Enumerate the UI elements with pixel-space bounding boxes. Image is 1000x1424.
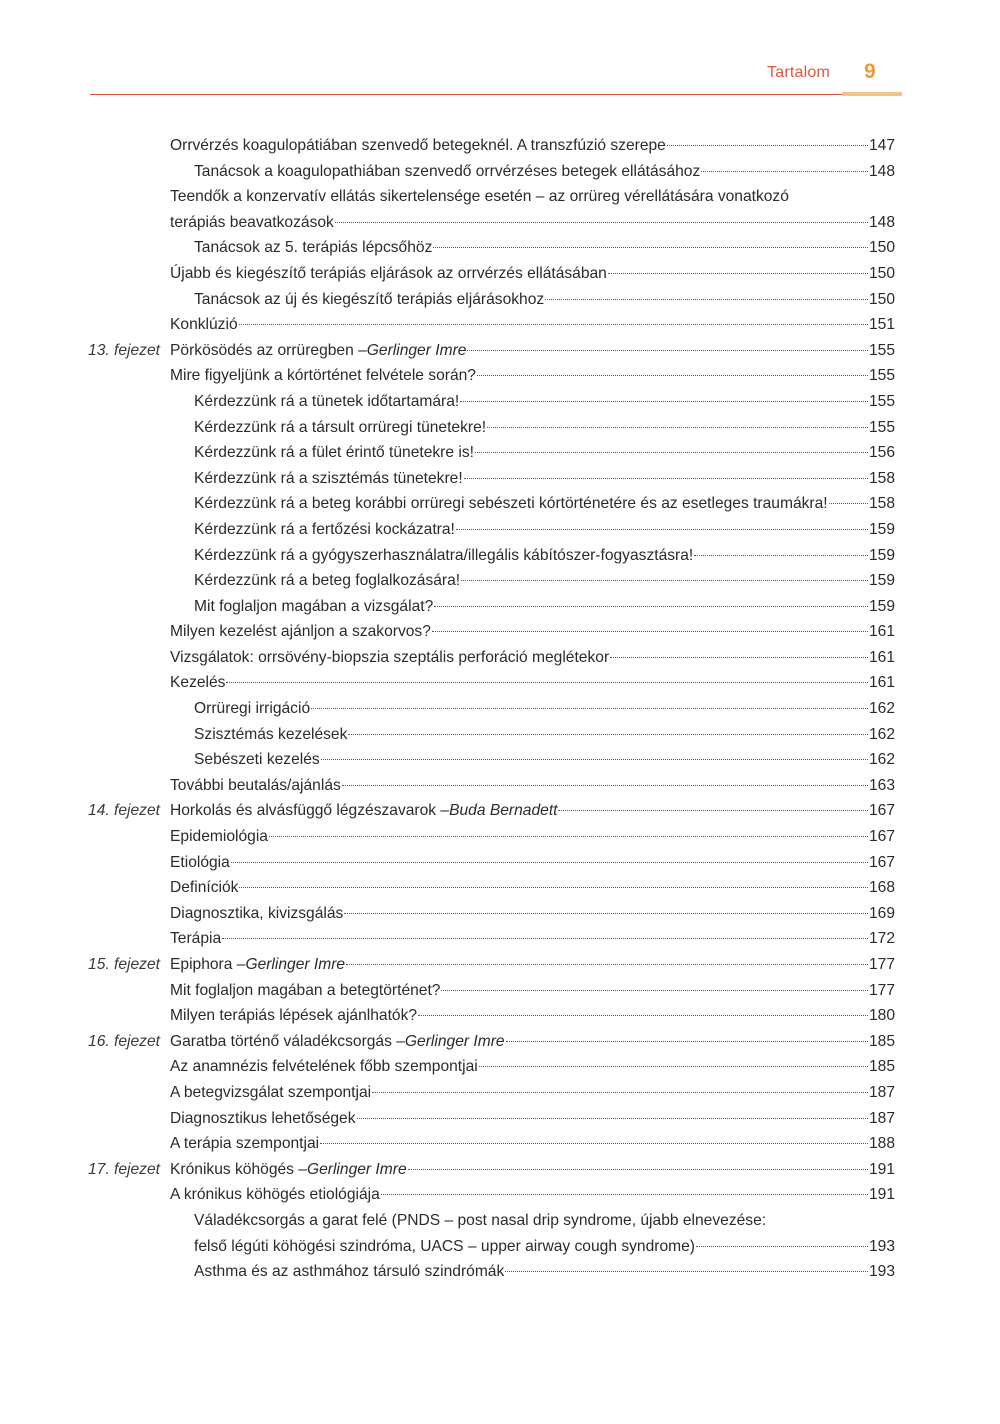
entry-page: 191 bbox=[868, 1160, 895, 1178]
entry-page: 168 bbox=[868, 879, 895, 897]
dot-leader bbox=[348, 734, 868, 735]
entry-page: 150 bbox=[868, 290, 895, 308]
entry-page: 193 bbox=[868, 1263, 895, 1281]
entry-author: Buda Bernadett bbox=[449, 802, 558, 820]
entry-title: Kezelés bbox=[170, 674, 226, 692]
toc-entry bbox=[0, 952, 1000, 978]
dot-leader bbox=[231, 862, 868, 863]
toc-entry bbox=[0, 722, 1000, 748]
entry-page: 150 bbox=[868, 239, 895, 257]
dot-leader bbox=[381, 1194, 868, 1195]
dot-leader bbox=[222, 938, 868, 939]
entry-page: 162 bbox=[868, 700, 895, 718]
dot-leader bbox=[610, 657, 868, 658]
toc-entry bbox=[0, 568, 1000, 594]
toc-entry bbox=[0, 1182, 1000, 1208]
dot-leader bbox=[467, 350, 868, 351]
entry-title: Kérdezzünk rá a tünetek időtartamára! bbox=[194, 392, 460, 410]
toc-entry bbox=[0, 1054, 1000, 1080]
entry-title: Kérdezzünk rá a fertőzési kockázatra! bbox=[194, 520, 455, 538]
entry-page: 147 bbox=[868, 137, 895, 154]
dot-leader bbox=[432, 631, 868, 632]
toc-entry bbox=[0, 850, 1000, 876]
toc-entry bbox=[0, 696, 1000, 722]
entry-page: 162 bbox=[868, 751, 895, 769]
entry-title: Orrüregi irrigáció bbox=[194, 700, 311, 718]
entry-page: 161 bbox=[868, 623, 895, 641]
entry-title: Szisztémás kezelések bbox=[194, 725, 348, 743]
toc-entry bbox=[0, 670, 1000, 696]
entry-page: 155 bbox=[868, 367, 895, 385]
entry-page: 159 bbox=[868, 597, 895, 615]
table-of-contents bbox=[0, 133, 1000, 1285]
entry-author: Gerlinger Imre bbox=[366, 341, 467, 359]
dot-leader bbox=[505, 1271, 868, 1272]
dot-leader bbox=[558, 810, 867, 811]
entry-page: 177 bbox=[868, 956, 895, 973]
toc-entry bbox=[0, 159, 1000, 185]
entry-title: Mit foglaljon magában a vizsgálat? bbox=[194, 597, 434, 615]
toc-entry bbox=[0, 875, 1000, 901]
entry-title: Horkolás és alvásfüggő légzészavarok – bbox=[170, 802, 450, 820]
entry-title: A betegvizsgálat szempontjai bbox=[170, 1083, 372, 1101]
toc-entry bbox=[0, 133, 1000, 159]
toc-entry bbox=[0, 1106, 1000, 1132]
entry-page: 187 bbox=[868, 1109, 895, 1127]
toc-entry bbox=[0, 619, 1000, 645]
toc-entry bbox=[0, 773, 1000, 799]
entry-page: 159 bbox=[868, 546, 895, 564]
entry-title-continued: felső légúti köhögési szindróma, UACS – upper airway cough syndrome) bbox=[194, 1237, 695, 1255]
dot-leader bbox=[461, 580, 868, 581]
entry-page: 185 bbox=[868, 1058, 895, 1076]
entry-title: Pörkösödés az orrüregben – bbox=[170, 341, 367, 359]
entry-page: 151 bbox=[868, 316, 895, 334]
entry-page: 158 bbox=[868, 469, 895, 487]
dot-leader bbox=[464, 478, 868, 479]
page-header bbox=[0, 0, 1000, 100]
toc-entry bbox=[0, 747, 1000, 773]
toc-entry bbox=[0, 594, 1000, 620]
dot-leader bbox=[701, 171, 868, 172]
entry-title: Epiphora – bbox=[170, 956, 246, 973]
dot-leader bbox=[269, 836, 868, 837]
entry-title: Garatba történő váladékcsorgás – bbox=[170, 1032, 405, 1050]
dot-leader bbox=[335, 222, 868, 223]
toc-entry bbox=[0, 389, 1000, 415]
entry-page: 162 bbox=[868, 725, 895, 743]
dot-leader bbox=[408, 1169, 868, 1170]
entry-title: Tanácsok az új és kiegészítő terápiás eljárásokhoz bbox=[194, 290, 545, 308]
dot-leader bbox=[829, 503, 868, 504]
dot-leader bbox=[545, 299, 868, 300]
entry-page: 193 bbox=[868, 1237, 895, 1255]
dot-leader bbox=[434, 606, 868, 607]
dot-leader bbox=[477, 375, 868, 376]
chapter-label: 17. fejezet bbox=[88, 1160, 160, 1178]
dot-leader bbox=[226, 682, 867, 683]
entry-title: A terápia szempontjai bbox=[170, 1135, 320, 1153]
dot-leader bbox=[460, 401, 868, 402]
entry-page: 155 bbox=[868, 418, 895, 436]
dot-leader bbox=[344, 913, 868, 914]
entry-title: Váladékcsorgás a garat felé (PNDS – post nasal drip syndrome, újabb elnevezése: bbox=[194, 1211, 767, 1229]
chapter-label: 13. fejezet bbox=[88, 341, 160, 359]
entry-title: Újabb és kiegészítő terápiás eljárások az orrvérzés ellátásában bbox=[170, 264, 607, 282]
entry-page: 187 bbox=[868, 1083, 895, 1101]
entry-page: 158 bbox=[868, 495, 895, 513]
entry-page: 191 bbox=[868, 1186, 895, 1204]
entry-page: 161 bbox=[868, 648, 895, 666]
toc-entry bbox=[0, 491, 1000, 517]
entry-page: 155 bbox=[868, 392, 895, 410]
entry-title: Kérdezzünk rá a társult orrüregi tünetekre! bbox=[194, 418, 487, 436]
entry-author: Gerlinger Imre bbox=[306, 1160, 407, 1178]
entry-title: Tanácsok az 5. terápiás lépcsőhöz bbox=[194, 239, 433, 257]
dot-leader bbox=[372, 1092, 868, 1093]
toc-entry bbox=[0, 901, 1000, 927]
entry-page: 156 bbox=[868, 444, 895, 462]
toc-entry bbox=[0, 415, 1000, 441]
entry-title: Kérdezzünk rá a fület érintő tünetekre is! bbox=[194, 444, 474, 462]
toc-entry bbox=[0, 1029, 1000, 1055]
entry-title: Definíciók bbox=[170, 879, 239, 897]
toc-entry bbox=[0, 926, 1000, 952]
dot-leader bbox=[418, 1015, 868, 1016]
toc-entry bbox=[0, 184, 1000, 235]
page-number: 9 bbox=[864, 60, 876, 83]
entry-title: Kérdezzünk rá a szisztémás tünetekre! bbox=[194, 469, 463, 487]
entry-page: 180 bbox=[868, 1007, 895, 1025]
entry-title: Sebészeti kezelés bbox=[194, 751, 320, 769]
entry-page: 172 bbox=[868, 930, 895, 948]
toc-entry bbox=[0, 543, 1000, 569]
entry-title: Konklúzió bbox=[170, 316, 238, 334]
entry-title: Asthma és az asthmához társuló szindrómák bbox=[194, 1263, 505, 1281]
dot-leader bbox=[608, 273, 868, 274]
entry-title: Epidemiológia bbox=[170, 828, 268, 846]
chapter-label: 15. fejezet bbox=[88, 956, 160, 973]
dot-leader bbox=[667, 145, 868, 146]
entry-page: 177 bbox=[868, 981, 895, 999]
dot-leader bbox=[239, 324, 868, 325]
entry-page: 185 bbox=[868, 1032, 895, 1050]
toc-entry bbox=[0, 312, 1000, 338]
entry-page: 150 bbox=[868, 264, 895, 282]
entry-title: Terápia bbox=[170, 930, 222, 948]
toc-entry bbox=[0, 466, 1000, 492]
entry-title: Teendők a konzervatív ellátás sikertelensége esetén – az orrüreg vérellátására vonatkozó bbox=[170, 188, 789, 206]
entry-author: Gerlinger Imre bbox=[245, 956, 346, 973]
chapter-label: 16. fejezet bbox=[88, 1032, 160, 1050]
entry-page: 148 bbox=[868, 162, 895, 180]
entry-title: Milyen terápiás lépések ajánlhatók? bbox=[170, 1007, 418, 1025]
toc-entry bbox=[0, 363, 1000, 389]
entry-page: 163 bbox=[868, 776, 895, 794]
toc-entry bbox=[0, 261, 1000, 287]
entry-title: Tanácsok a koagulopathiában szenvedő orrvérzéses betegek ellátásához bbox=[194, 162, 701, 180]
toc-entry bbox=[0, 1157, 1000, 1183]
dot-leader bbox=[441, 990, 867, 991]
dot-leader bbox=[342, 785, 868, 786]
entry-title: Vizsgálatok: orrsövény-biopszia szeptális perforáció meglétekor bbox=[170, 648, 610, 666]
dot-leader bbox=[696, 1246, 868, 1247]
entry-page: 159 bbox=[868, 572, 895, 590]
dot-leader bbox=[475, 452, 868, 453]
dot-leader bbox=[357, 1118, 868, 1119]
toc-entry bbox=[0, 1131, 1000, 1157]
entry-title: Az anamnézis felvételének főbb szempontjai bbox=[170, 1058, 478, 1076]
toc-entry bbox=[0, 517, 1000, 543]
entry-page: 188 bbox=[868, 1135, 895, 1153]
running-title: Tartalom bbox=[767, 64, 830, 81]
entry-title-continued: terápiás beavatkozások bbox=[170, 213, 334, 231]
entry-title: További beutalás/ajánlás bbox=[170, 776, 341, 794]
toc-entry bbox=[0, 824, 1000, 850]
toc-entry bbox=[0, 978, 1000, 1004]
entry-title: Kérdezzünk rá a gyógyszerhasználatra/illegális kábítószer-fogyasztásra! bbox=[194, 546, 694, 564]
toc-entry bbox=[0, 235, 1000, 261]
toc-entry bbox=[0, 1003, 1000, 1029]
entry-title: Diagnosztika, kivizsgálás bbox=[170, 904, 344, 922]
entry-title: Mit foglaljon magában a betegtörténet? bbox=[170, 981, 441, 999]
toc-entry bbox=[0, 338, 1000, 364]
dot-leader bbox=[433, 247, 868, 248]
entry-page: 167 bbox=[868, 828, 895, 846]
entry-title: Orrvérzés koagulopátiában szenvedő betegeknél. A transzfúzió szerepe bbox=[170, 137, 666, 154]
toc-entry bbox=[0, 1208, 1000, 1259]
dot-leader bbox=[311, 708, 868, 709]
entry-title: Mire figyeljünk a kórtörténet felvétele során? bbox=[170, 367, 476, 385]
dot-leader bbox=[320, 1143, 868, 1144]
chapter-label: 14. fejezet bbox=[88, 802, 160, 820]
entry-page: 167 bbox=[868, 802, 895, 820]
entry-title: Krónikus köhögés – bbox=[170, 1160, 307, 1178]
entry-page: 169 bbox=[868, 904, 895, 922]
toc-entry bbox=[0, 440, 1000, 466]
entry-title: Kérdezzünk rá a beteg korábbi orrüregi sebészeti kórtörténetére és az esetleges traumákra! bbox=[194, 495, 828, 513]
dot-leader bbox=[506, 1041, 868, 1042]
entry-title: Kérdezzünk rá a beteg foglalkozására! bbox=[194, 572, 461, 590]
toc-entry bbox=[0, 287, 1000, 313]
toc-entry bbox=[0, 1080, 1000, 1106]
entry-page: 148 bbox=[868, 213, 895, 231]
header-rule-accent bbox=[842, 92, 902, 96]
dot-leader bbox=[239, 887, 868, 888]
dot-leader bbox=[456, 529, 868, 530]
toc-entry bbox=[0, 645, 1000, 671]
dot-leader bbox=[346, 964, 868, 965]
toc-entry bbox=[0, 1259, 1000, 1285]
dot-leader bbox=[694, 555, 868, 556]
toc-entry bbox=[0, 798, 1000, 824]
entry-title: Diagnosztikus lehetőségek bbox=[170, 1109, 356, 1127]
dot-leader bbox=[321, 759, 868, 760]
header-rule bbox=[90, 94, 902, 95]
entry-author: Gerlinger Imre bbox=[404, 1032, 505, 1050]
entry-title: A krónikus köhögés etiológiája bbox=[170, 1186, 380, 1204]
entry-page: 161 bbox=[868, 674, 895, 692]
entry-page: 167 bbox=[868, 853, 895, 871]
entry-page: 159 bbox=[868, 520, 895, 538]
dot-leader bbox=[479, 1066, 868, 1067]
dot-leader bbox=[487, 427, 868, 428]
entry-page: 155 bbox=[868, 341, 895, 359]
entry-title: Milyen kezelést ajánljon a szakorvos? bbox=[170, 623, 431, 641]
entry-title: Etiológia bbox=[170, 853, 230, 871]
